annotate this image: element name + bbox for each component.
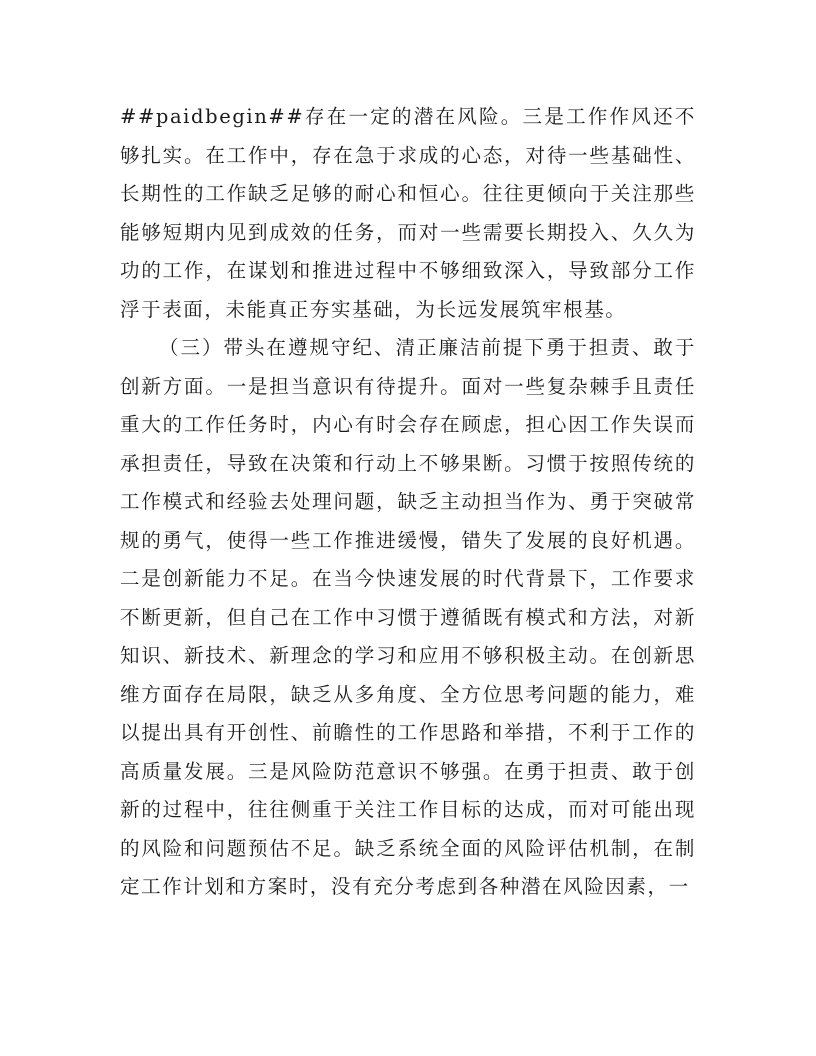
paragraph-section-three: （三）带头在遵规守纪、清正廉洁前提下勇于担责、敢于创新方面。一是担当意识有待提升。面对一些复杂棘手且责任重大的工作任务时，内心有时会存在顾虑，担心因工作失误而承担责任，导致在决策和行动上不够果断。习惯于按照传统的工作模式和经验去处理问题，缺乏主动担当作为、勇于突破常规的勇气，使得一些工作推进缓慢，错失了发展的良好机遇。二是创新能力不足。在当今快速发展的时代背景下，工作要求不断更新，但自己在工作中习惯于遵循既有模式和方法，对新知识、新技术、新理念的学习和应用不够积极主动。在创新思维方面存在局限，缺乏从多角度、全方位思考问题的能力，难以提出具有开创性、前瞻性的工作思路和举措，不利于工作的高质量发展。三是风险防范意识不够强。在勇于担责、敢于创新的过程中，往往侧重于关注工作目标的达成，而对可能出现的风险和问题预估不足。缺乏系统全面的风险评估机制，在制定工作计划和方案时，没有充分考虑到各种潜在风险因素，一 — [120, 336, 696, 898]
paragraph-continuation: ##paidbegin##存在一定的潜在风险。三是工作作风还不够扎实。在工作中，存在急于求成的心态，对待一些基础性、长期性的工作缺乏足够的耐心和恒心。往往更倾向于关注那些能够短期内见到成效的任务，而对一些需要长期投入、久久为功的工作，在谋划和推进过程中不够细致深入，导致部分工作浮于表面，未能真正夯实基础，为长远发展筑牢根基。 — [120, 105, 696, 321]
document-body — [120, 98, 696, 907]
